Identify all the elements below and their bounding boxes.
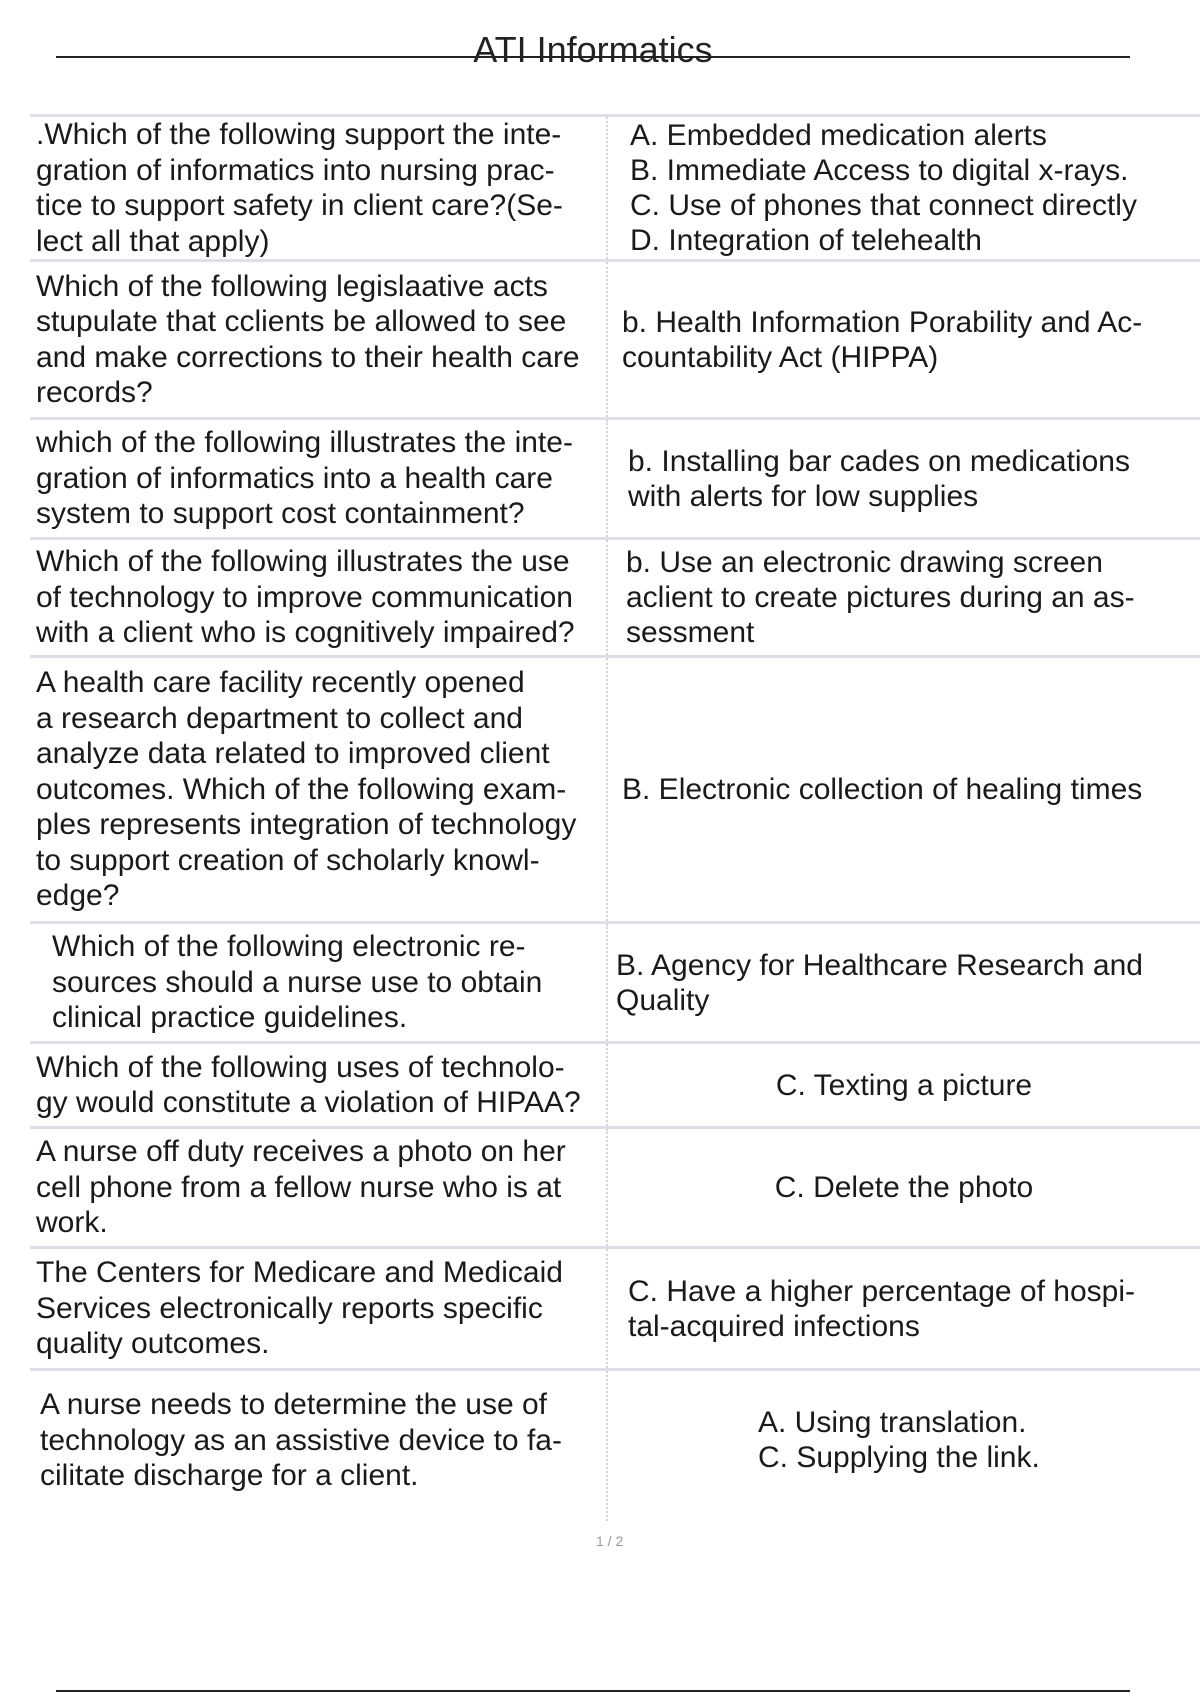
card-row bbox=[30, 924, 1200, 1044]
card-question: Which of the following legislaative acts stupulate that cclients be allowed to see and make corrections to their health care records? bbox=[30, 262, 608, 417]
page-title: ATI Informatics bbox=[473, 29, 713, 70]
card-answer: C. Texting a picture bbox=[775, 1068, 1033, 1102]
card-answer: C. Delete the photo bbox=[774, 1171, 1034, 1204]
card-answer: B. Electronic collection of healing times bbox=[622, 773, 1143, 806]
card-answer: B. Agency for Healthcare Research and Quality bbox=[616, 948, 1143, 1017]
card-answer: b. Health Information Porability and Ac- countability Act (HIPPA) bbox=[622, 305, 1143, 374]
card-row bbox=[30, 1044, 1200, 1129]
card-question: Which of the following illustrates the use of technology to improve communication with a client who is cognitively impaired? bbox=[30, 540, 608, 655]
card-answer: A. Using translation. C. Supplying the link. bbox=[758, 1406, 1040, 1474]
card-row bbox=[30, 117, 1200, 262]
card-answer: C. Have a higher percentage of hospi- tal-acquired infections bbox=[628, 1274, 1135, 1343]
card-answer: b. Installing bar cades on medications with alerts for low supplies bbox=[628, 444, 1130, 513]
card-row bbox=[30, 1371, 1200, 1521]
card-answer: b. Use an electronic drawing screen aclient to create pictures during an as- sessment bbox=[626, 546, 1135, 649]
card-question: Which of the following uses of technolo- gy would constitute a violation of HIPAA? bbox=[30, 1044, 608, 1126]
card-row bbox=[30, 1249, 1200, 1371]
card-row bbox=[30, 540, 1200, 658]
card-question: Which of the following electronic re- sources should a nurse use to obtain clinical practice guidelines. bbox=[30, 924, 608, 1041]
card-row bbox=[30, 1129, 1200, 1249]
card-question: A nurse needs to determine the use of technology as an assistive device to fa- cilitate discharge for a client. bbox=[30, 1371, 608, 1521]
card-row bbox=[30, 262, 1200, 420]
card-question: The Centers for Medicare and Medicaid Services electronically reports specific quality outcomes. bbox=[30, 1249, 608, 1368]
card-question: .Which of the following support the inte- gration of informatics into nursing prac- tice to support safety in client care?(Se- lect all that apply) bbox=[30, 117, 608, 259]
card-question: A health care facility recently opened a research department to collect and analyze data related to improved client outcomes. Which of the following exam- ples represents integration of technology to support creation of scholarly knowl- edge? bbox=[30, 658, 608, 921]
document-header bbox=[56, 30, 1130, 70]
page-number: 1 / 2 bbox=[596, 1533, 624, 1549]
card-question: which of the following illustrates the inte- gration of informatics into a health care system to support cost containment? bbox=[30, 420, 608, 537]
card-answer: A. Embedded medication alerts B. Immediate Access to digital x-rays. C. Use of phones that connect directly D. Integration of telehealth bbox=[630, 119, 1137, 257]
flashcard-table bbox=[30, 114, 1200, 1521]
card-row bbox=[30, 420, 1200, 540]
footer-rule bbox=[56, 1690, 1130, 1692]
card-question: A nurse off duty receives a photo on her cell phone from a fellow nurse who is at work. bbox=[30, 1129, 608, 1246]
card-row bbox=[30, 658, 1200, 924]
